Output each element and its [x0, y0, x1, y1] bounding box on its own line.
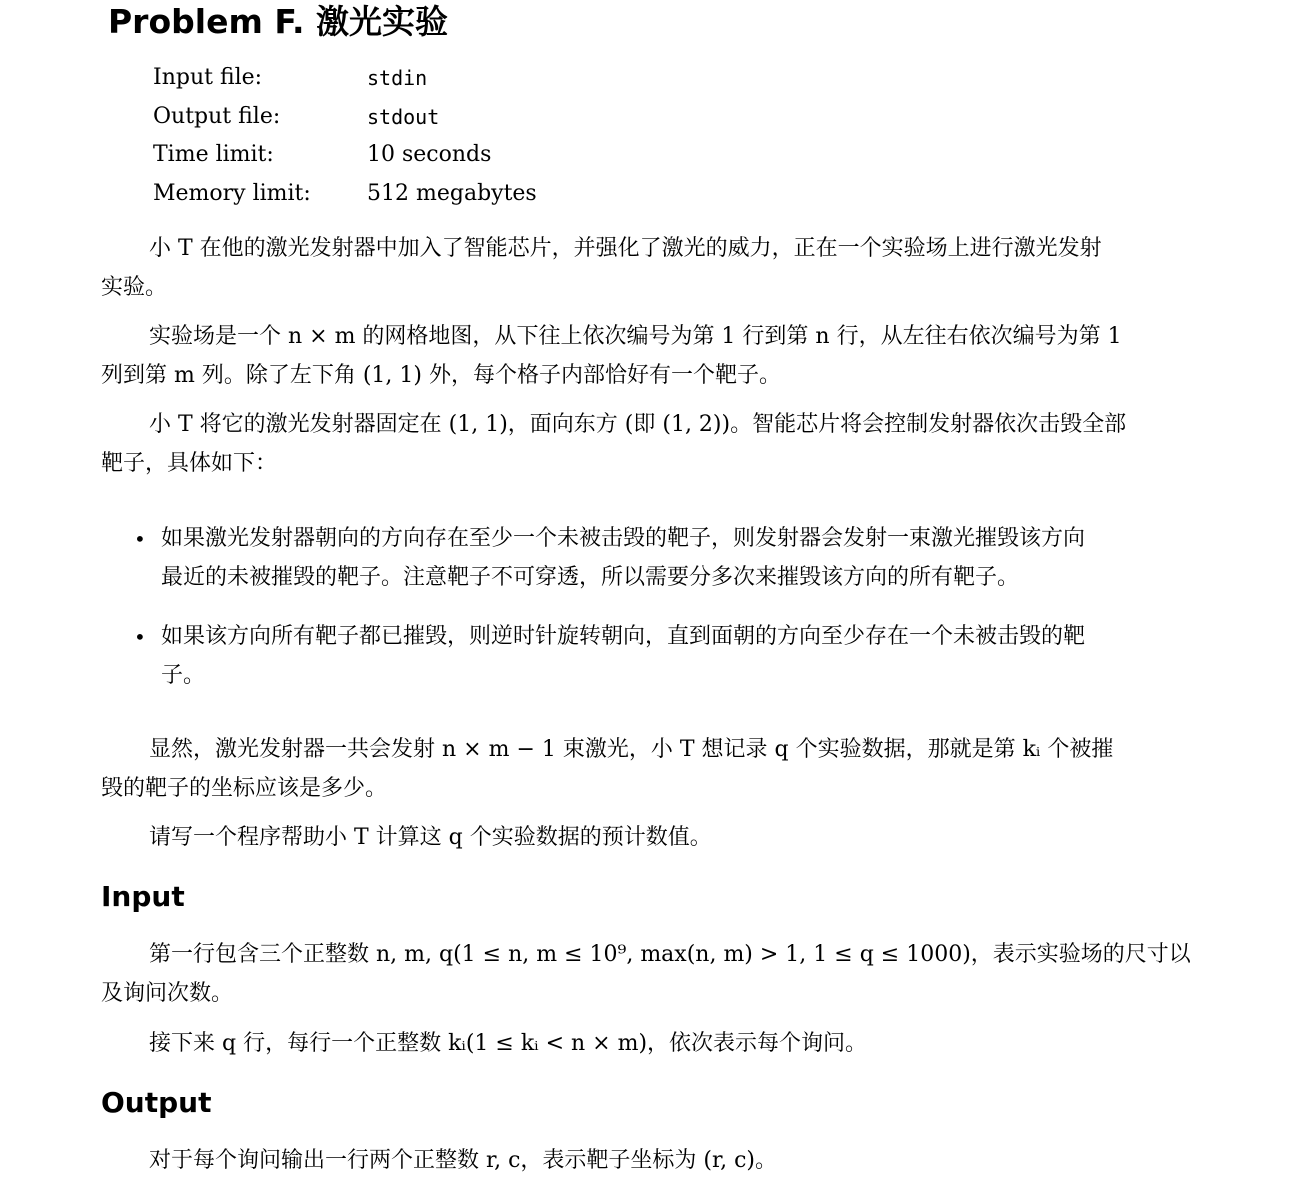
- input-paragraph-2: [101, 1024, 1191, 1063]
- meta-row-memory-limit: [153, 175, 537, 214]
- bullet-icon: •: [134, 527, 146, 551]
- problem-title: Problem F. 激光实验: [108, 2, 449, 41]
- text-line: 如果该方向所有靶子都已摧毁，则逆时针旋转朝向，直到面朝的方向至少存在一个未被击毁的靶: [161, 624, 1086, 649]
- meta-label: Memory limit:: [153, 181, 311, 207]
- output-heading: Output: [101, 1086, 212, 1119]
- text-line: 对于每个询问输出一行两个正整数 r, c，表示靶子坐标为 (r, c)。: [149, 1148, 777, 1173]
- output-paragraph-1: [101, 1141, 1191, 1180]
- meta-value: stdout: [367, 104, 440, 129]
- text-line: 靶子，具体如下：: [101, 451, 278, 476]
- text-line: 毁的靶子的坐标应该是多少。: [101, 776, 388, 801]
- statement-paragraph-3: [101, 405, 1191, 483]
- text-line: 第一行包含三个正整数 n, m, q(1 ≤ n, m ≤ 10⁹, max(n, m) > 1, 1 ≤ q ≤ 1000)，表示实验场的尺寸以: [149, 942, 1191, 967]
- meta-row-output-file: [153, 98, 537, 137]
- statement-paragraph-4: [101, 730, 1191, 808]
- text-line: 请写一个程序帮助小 T 计算这 q 个实验数据的预计数值。: [149, 825, 712, 850]
- input-heading: Input: [101, 880, 185, 913]
- text-line: 显然，激光发射器一共会发射 n × m − 1 束激光，小 T 想记录 q 个实验数据，那就是第 kᵢ 个被摧: [149, 737, 1114, 762]
- meta-label: Output file:: [153, 103, 281, 129]
- text-line: 小 T 将它的激光发射器固定在 (1, 1)，面向东方 (即 (1, 2))。智能芯片将会控制发射器依次击毁全部: [149, 412, 1127, 437]
- text-line: 子。: [161, 663, 206, 688]
- text-line: 实验场是一个 n × m 的网格地图，从下往上依次编号为第 1 行到第 n 行，从左往右依次编号为第 1: [149, 324, 1122, 349]
- statement-paragraph-2: [101, 317, 1191, 395]
- statement-paragraph-5: [101, 818, 1191, 857]
- text-line: 如果激光发射器朝向的方向存在至少一个未被击毁的靶子，则发射器会发射一束激光摧毁该方向: [161, 526, 1086, 551]
- meta-value: 10 seconds: [367, 142, 492, 168]
- text-line: 列到第 m 列。除了左下角 (1, 1) 外，每个格子内部恰好有一个靶子。: [101, 363, 781, 388]
- text-line: 及询问次数。: [101, 981, 234, 1006]
- text-line: 小 T 在他的激光发射器中加入了智能芯片，并强化了激光的威力，正在一个实验场上进行激光发射: [149, 236, 1102, 261]
- bullet-item-1: [161, 519, 1191, 597]
- input-paragraph-1: [101, 935, 1191, 1013]
- meta-label: Input file:: [153, 65, 263, 90]
- problem-meta-table: [153, 59, 537, 214]
- text-line: 实验。: [101, 275, 168, 300]
- meta-row-input-file: [153, 59, 537, 98]
- meta-value: stdin: [367, 66, 428, 90]
- statement-paragraph-1: [101, 229, 1191, 307]
- text-line: 接下来 q 行，每行一个正整数 kᵢ(1 ≤ kᵢ < n × m)，依次表示每个询问。: [149, 1031, 868, 1056]
- text-line: 最近的未被摧毁的靶子。注意靶子不可穿透，所以需要分多次来摧毁该方向的所有靶子。: [161, 565, 1020, 590]
- meta-label: Time limit:: [153, 142, 274, 168]
- bullet-item-2: [161, 617, 1191, 695]
- meta-value: 512 megabytes: [367, 181, 537, 207]
- meta-row-time-limit: [153, 136, 537, 175]
- bullet-icon: •: [134, 625, 146, 649]
